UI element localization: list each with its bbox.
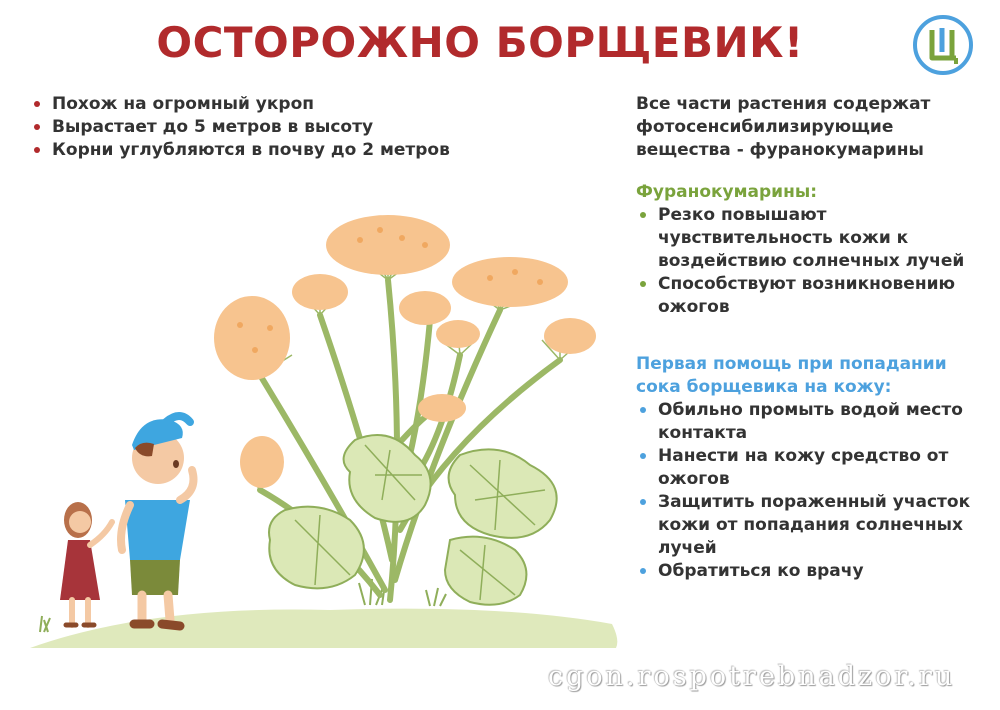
list-item: Вырастает до 5 метров в высоту — [30, 116, 590, 139]
first-aid-heading: Первая помощь при попадании сока борщевика на кожу: — [636, 354, 947, 397]
list-item: Корни углубляются в почву до 2 метров — [30, 139, 590, 162]
list-item: Обратиться ко врачу — [636, 560, 986, 583]
ground — [30, 609, 617, 648]
list-item: Резко повышают чувствительность кожи к воздействию солнечных лучей — [636, 204, 986, 273]
website-watermark: cgon.rospotrebnadzor.ru — [548, 661, 956, 692]
list-item: Способствуют возникновению ожогов — [636, 273, 986, 319]
intro-text: Все части растения содержат фотосенсибилизирующие вещества - фуранокумарины — [636, 94, 931, 160]
hogweed-illustration — [30, 200, 620, 650]
list-item: Обильно промыть водой место контакта — [636, 399, 986, 445]
furanocoumarins-list — [636, 204, 986, 319]
info-column — [636, 93, 986, 583]
list-item: Похож на огромный укроп — [30, 93, 590, 116]
first-aid-list — [636, 399, 986, 583]
furanocoumarins-heading: Фуранокумарины: — [636, 182, 817, 202]
plant-facts-list — [30, 93, 590, 162]
boy-figure — [121, 416, 194, 626]
list-item: Нанести на кожу средство от ожогов — [636, 445, 986, 491]
page-title: ОСТОРОЖНО БОРЩЕВИК! — [156, 18, 804, 67]
girl-figure — [60, 502, 112, 625]
list-item: Защитить пораженный участок кожи от попадания солнечных лучей — [636, 491, 986, 560]
rospotrebnadzor-logo-icon — [912, 14, 974, 76]
